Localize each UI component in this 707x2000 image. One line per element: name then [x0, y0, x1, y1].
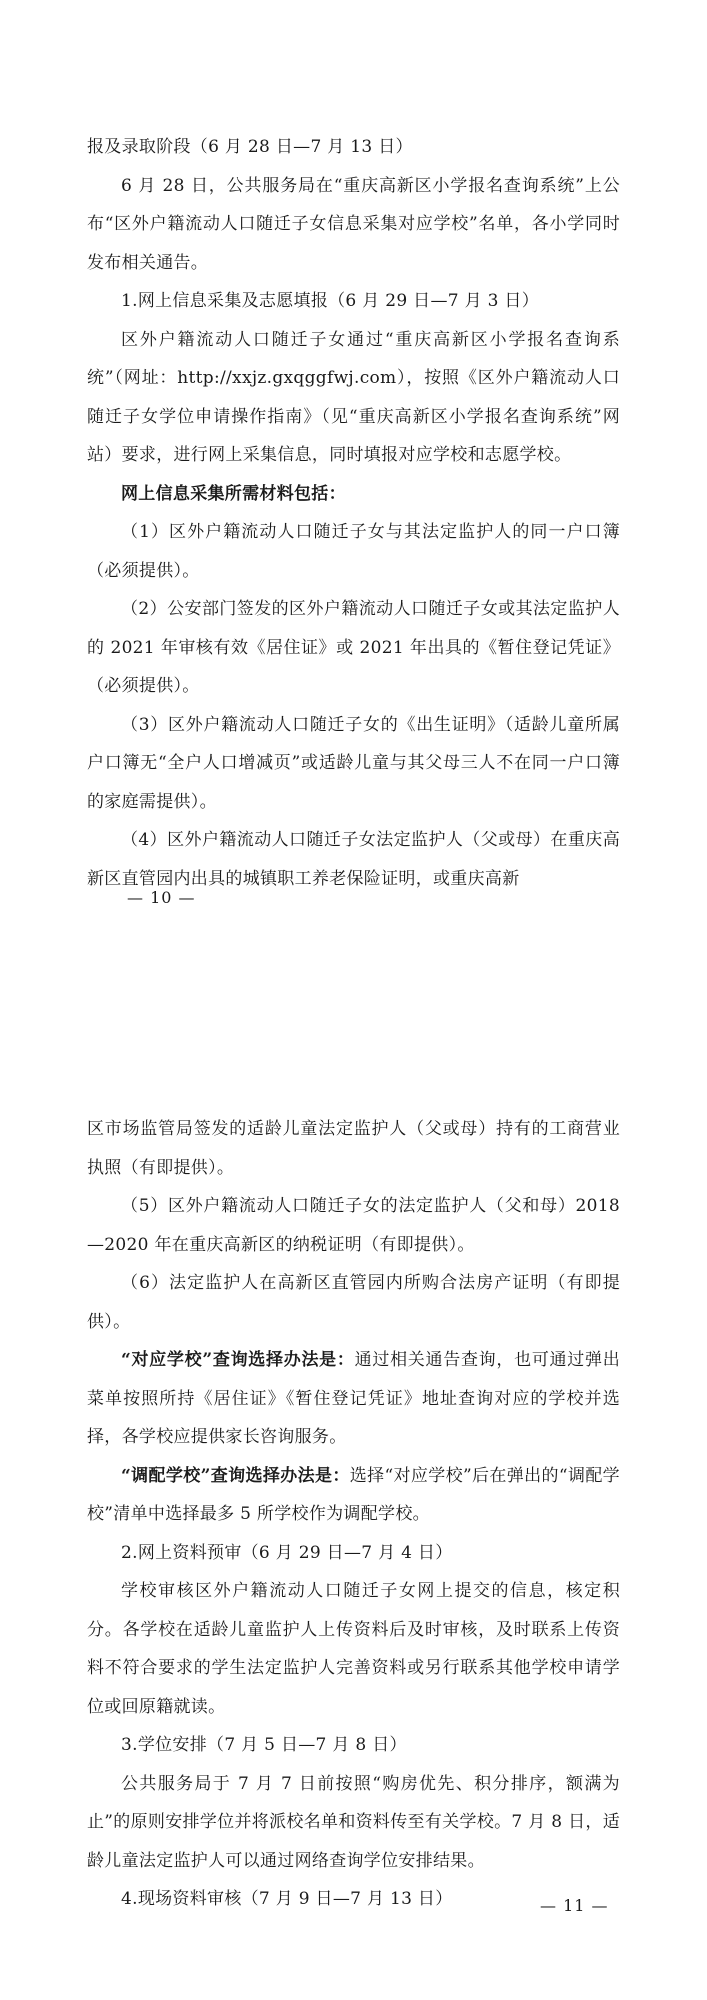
heading-seat-arrangement: 3.学位安排（7 月 5 日—7 月 8 日）	[121, 1735, 407, 1755]
label-corresponding-school-method: “对应学校”查询选择办法是：	[121, 1350, 355, 1370]
paragraph-material-4-continued: 区市场监管局签发的适龄儿童法定监护人（父或母）持有的工商营业执照（有即提供）。	[87, 1119, 620, 1178]
paragraph-seat-arrangement: 公共服务局于 7 月 7 日前按照“购房优先、积分排序，额满为止”的原则安排学位并将派校名单和资料传至有关学校。7 月 8 日，适龄儿童法定监护人可以通过网络查询学位安排结果。	[87, 1773, 620, 1871]
heading-onsite-review: 4.现场资料审核（7 月 9 日—7 月 13 日）	[121, 1889, 453, 1909]
heading-online-preliminary-review: 2.网上资料预审（6 月 29 日—7 月 4 日）	[121, 1542, 453, 1563]
paragraph-material-1: （1）区外户籍流动人口随迁子女与其法定监护人的同一户口簿（必须提供）。	[87, 522, 620, 581]
paragraph-online-collection-instructions: 区外户籍流动人口随迁子女通过“重庆高新区小学报名查询系统”（网址：http://xxjz.gxqggfwj.com），按照《区外户籍流动人口随迁子女学位申请操作指南》（见“重庆高新区小学报名查询系统”网站）要求，进行网上采集信息，同时填报对应学校和志愿学校。	[87, 329, 620, 465]
label-allocation-school-method: “调配学校”查询选择办法是：	[121, 1465, 350, 1486]
paragraph-june-28-announcement: 6 月 28 日，公共服务局在“重庆高新区小学报名查询系统”上公布“区外户籍流动人口随迁子女信息采集对应学校”名单，各小学同时发布相关通告。	[87, 175, 620, 273]
paragraph-preliminary-review: 学校审核区外户籍流动人口随迁子女网上提交的信息，核定积分。各学校在适龄儿童监护人上传资料后及时审核，及时联系上传资料不符合要求的学生法定监护人完善资料或另行联系其他学校申请学位或回原籍就读。	[87, 1581, 620, 1717]
page-10-body	[87, 128, 620, 898]
heading-required-materials: 网上信息采集所需材料包括：	[121, 483, 346, 504]
paragraph-material-6: （6）法定监护人在高新区直管园内所购合法房产证明（有即提供）。	[87, 1273, 620, 1332]
text-corresponding-school-method: 通过相关通告查询，也可通过弹出菜单按照所持《居住证》《暂住登记凭证》地址查询对应的学校并选择，各学校应提供家长咨询服务。	[87, 1350, 620, 1447]
paragraph-material-4-start: （4）区外户籍流动人口随迁子女法定监护人（父或母）在重庆高新区直管园内出具的城镇职工养老保险证明，或重庆高新	[87, 830, 620, 889]
text-allocation-school-method: 选择“对应学校”后在弹出的“调配学校”清单中选择最多 5 所学校作为调配学校。	[87, 1465, 620, 1524]
page-number-10: — 10 —	[127, 888, 196, 907]
paragraph-stage-heading-continued: 报及录取阶段（6 月 28 日—7 月 13 日）	[87, 137, 413, 157]
heading-online-collection: 1.网上信息采集及志愿填报（6 月 29 日—7 月 3 日）	[121, 291, 540, 311]
page-number-11: — 11 —	[540, 1896, 609, 1915]
document-page-11	[0, 1000, 707, 2000]
paragraph-corresponding-school-method	[87, 1341, 620, 1457]
page-11-body	[87, 1110, 620, 1919]
paragraph-allocation-school-method	[87, 1457, 620, 1534]
paragraph-material-2: （2）公安部门签发的区外户籍流动人口随迁子女或其法定监护人的 2021 年审核有效《居住证》或 2021 年出具的《暂住登记凭证》（必须提供）。	[87, 599, 620, 696]
paragraph-material-5: （5）区外户籍流动人口随迁子女的法定监护人（父和母）2018—2020 年在重庆高新区的纳税证明（有即提供）。	[87, 1196, 620, 1255]
paragraph-material-3: （3）区外户籍流动人口随迁子女的《出生证明》（适龄儿童所属户口簿无“全户人口增减页”或适龄儿童与其父母三人不在同一户口簿的家庭需提供）。	[87, 714, 620, 812]
